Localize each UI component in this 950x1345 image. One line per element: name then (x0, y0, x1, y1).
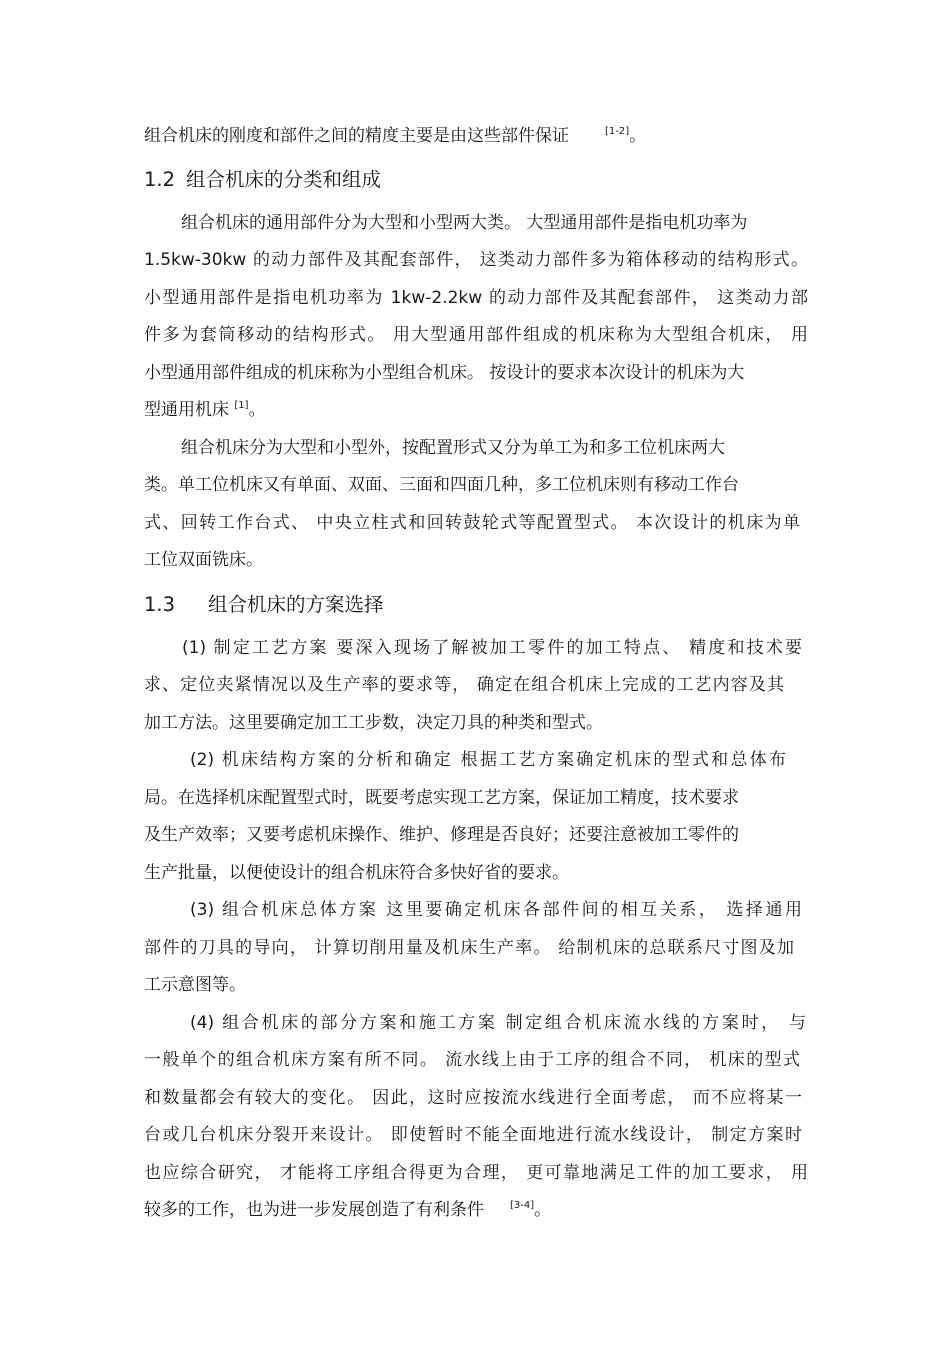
line-text: 组合机床的刚度和部件之间的精度主要是由这些部件保证 (144, 126, 569, 146)
paragraph-line: 小型通用部件组成的机床称为小型组合机床。 按设计的要求本次设计的机床为大 (144, 363, 745, 383)
paragraph-line: 局。在选择机床配置型式时，既要考虑实现工艺方案，保证加工精度，技术要求 (144, 788, 739, 808)
line-text: 型通用机床 (144, 400, 235, 420)
section-heading-1-2 (144, 167, 381, 193)
paragraph-line: (4) 组合机床的部分方案和施工方案 制定组合机床流水线的方案时， 与 (190, 1013, 806, 1033)
paragraph-line: 部件的刀具的导向， 计算切削用量及机床生产率。 给制机床的总联系尺寸图及加 (144, 938, 794, 958)
paragraph-line (144, 124, 808, 148)
paragraph-line: 工位双面铣床。 (144, 550, 263, 570)
paragraph-line: 工示意图等。 (144, 975, 246, 995)
paragraph-line: 式、回转工作台式、 中央立柱式和回转鼓轮式等配置型式。 本次设计的机床为单 (144, 513, 800, 533)
paragraph-line: 和数量都会有较大的变化。 因此，这时应按流水线进行全面考虑， 而不应将某一 (144, 1088, 802, 1108)
section-number: 1.3 (144, 593, 176, 616)
section-title: 组合机床的分类和组成 (186, 168, 382, 191)
paragraph-line: 1.5kw-30kw 的动力部件及其配套部件， 这类动力部件多为箱体移动的结构形式。 (144, 250, 808, 270)
paragraph-line: 小型通用部件是指电机功率为 1kw-2.2kw 的动力部件及其配套部件， 这类动力部 (144, 288, 808, 308)
paragraph-line: 加工方法。这里要确定加工工步数，决定刀具的种类和型式。 (144, 713, 603, 733)
paragraph-line: 件多为套筒移动的结构形式。 用大型通用部件组成的机床称为大型组合机床， 用 (144, 325, 808, 345)
paragraph-line (144, 398, 808, 422)
paragraph-line: (3) 组合机床总体方案 这里要确定机床各部件间的相互关系， 选择通用 (190, 900, 802, 920)
paragraph-line: (1) 制定工艺方案 要深入现场了解被加工零件的加工特点、 精度和技术要 (182, 638, 802, 658)
paragraph-line (144, 1198, 808, 1222)
section-title: 组合机床的方案选择 (208, 593, 384, 616)
paragraph-line: 类。单工位机床又有单面、双面、三面和四面几种，多工位机床则有移动工作台 (144, 475, 739, 495)
paragraph-line: 求、定位夹紧情况以及生产率的要求等， 确定在组合机床上完成的工艺内容及其 (144, 675, 784, 695)
citation-ref: [3-4] (510, 1200, 535, 1211)
citation-ref: [1-2] (605, 126, 630, 137)
paragraph-line: 及生产效率；又要考虑机床操作、维护、修理是否良好；还要注意被加工零件的 (144, 825, 739, 845)
line-text: 。 (534, 1200, 552, 1220)
line-text: 较多的工作，也为进一步发展创造了有利条件 (144, 1200, 484, 1220)
paragraph-line: 也应综合研究， 才能将工序组合得更为合理， 更可靠地满足工件的加工要求， 用 (144, 1163, 808, 1183)
line-text: 。 (629, 126, 647, 146)
paragraph-line: 生产批量，以便使设计的组合机床符合多快好省的要求。 (144, 863, 569, 883)
paragraph-line: 一般单个的组合机床方案有所不同。 流水线上由于工序的组合不同， 机床的型式 (144, 1050, 800, 1070)
line-text: 。 (248, 400, 266, 420)
section-heading-1-3 (144, 592, 384, 618)
paragraph-line: 台或几台机床分裂开来设计。 即使暂时不能全面地进行流水线设计， 制定方案时 (144, 1125, 802, 1145)
paragraph-line: 组合机床分为大型和小型外，按配置形式又分为单工为和多工位机床两大 (181, 438, 725, 458)
paragraph-line: (2) 机床结构方案的分析和确定 根据工艺方案确定机床的型式和总体布 (190, 750, 786, 770)
citation-ref: [1] (234, 400, 249, 411)
section-number: 1.2 (144, 168, 176, 191)
paragraph-line: 组合机床的通用部件分为大型和小型两大类。 大型通用部件是指电机功率为 (181, 213, 748, 233)
